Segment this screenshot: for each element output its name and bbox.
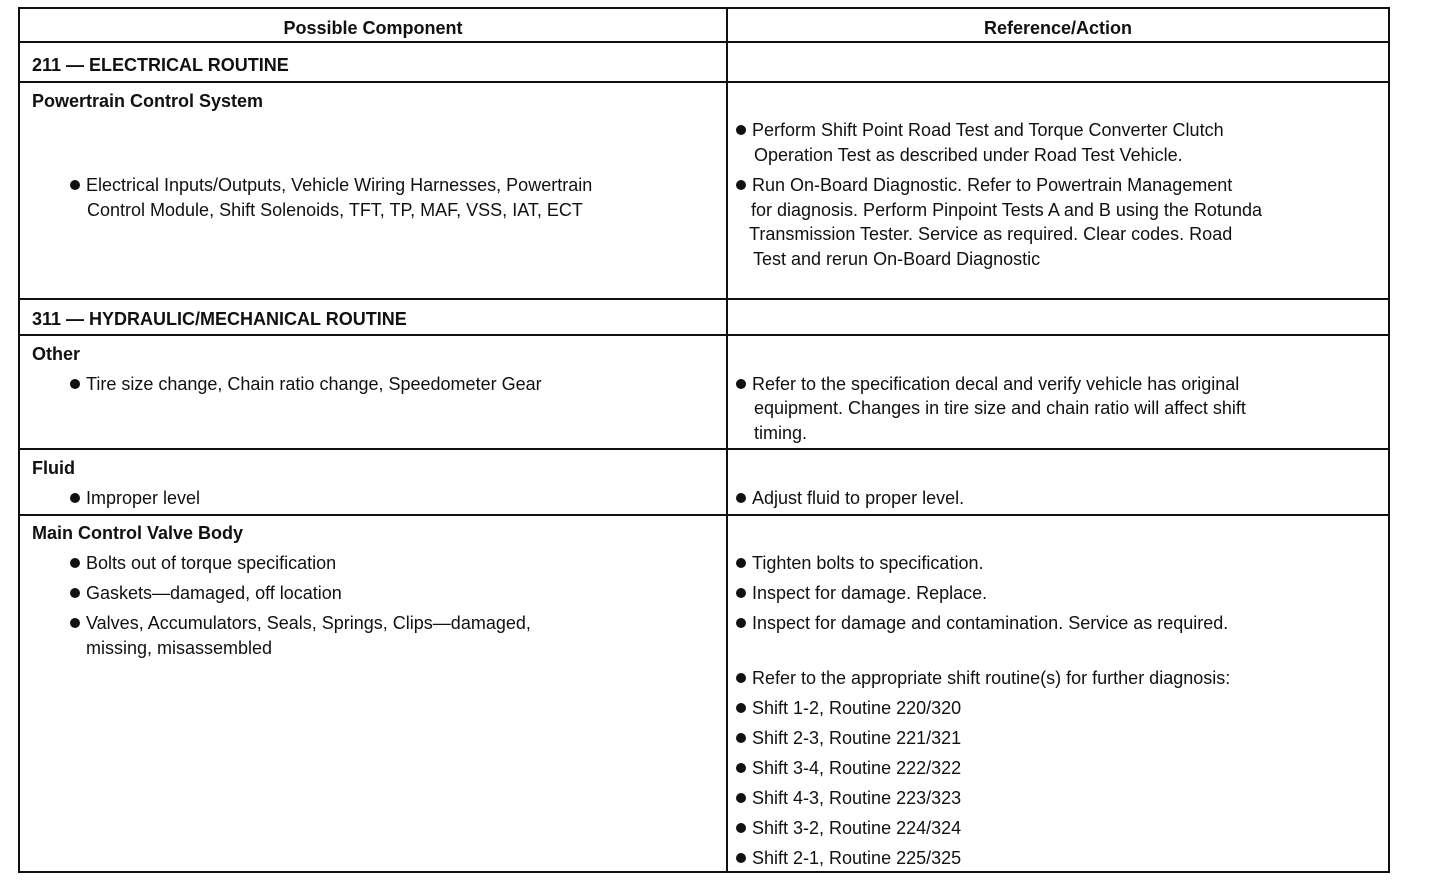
row-divider (20, 448, 1388, 450)
row-divider (20, 514, 1388, 516)
bullet-icon (736, 379, 746, 389)
action-text: Run On-Board Diagnostic. Refer to Powertrain Management (752, 175, 1233, 195)
action-inspect-replace (736, 581, 987, 606)
action-text-continued: Transmission Tester. Service as required. Clear codes. Road (749, 224, 1233, 244)
bullet-icon (70, 493, 80, 503)
action-text: Tighten bolts to specification. (752, 553, 984, 573)
action-adjust-fluid (736, 486, 964, 511)
routine-text: Shift 2-1, Routine 225/325 (752, 848, 962, 868)
component-text: Electrical Inputs/Outputs, Vehicle Wiring Harnesses, Powertrain (86, 175, 593, 195)
bullet-icon (736, 673, 746, 683)
action-text-continued: Test and rerun On-Board Diagnostic (753, 249, 1041, 269)
routine-item (736, 726, 961, 751)
component-electrical-io (70, 173, 592, 198)
action-text-continued: equipment. Changes in tire size and chain ratio will affect shift (754, 398, 1246, 418)
routine-text: Shift 3-2, Routine 224/324 (752, 818, 962, 838)
bullet-icon (736, 558, 746, 568)
component-improper-level (70, 486, 200, 511)
component-text: Valves, Accumulators, Seals, Springs, Clips—damaged, (86, 613, 531, 633)
action-text: Perform Shift Point Road Test and Torque Converter Clutch (752, 120, 1224, 140)
bullet-icon (736, 618, 746, 628)
row-divider (20, 334, 1388, 336)
bullet-icon (736, 588, 746, 598)
routine-item (736, 816, 961, 841)
row-divider (20, 298, 1388, 300)
group-other: Other (32, 344, 81, 364)
action-text: Refer to the appropriate shift routine(s) for further diagnosis: (752, 668, 1231, 688)
action-refer-shift-routines (736, 666, 1230, 691)
component-text-continued: missing, misassembled (86, 638, 273, 658)
routine-item (736, 786, 961, 811)
section-title-211: 211 — ELECTRICAL ROUTINE (32, 55, 289, 75)
bullet-icon (736, 733, 746, 743)
routine-item (736, 846, 961, 871)
component-gaskets (70, 581, 342, 606)
component-bolts (70, 551, 336, 576)
header-reference-action: Reference/Action (983, 18, 1133, 38)
diagnosis-table (18, 7, 1390, 873)
component-text: Gaskets—damaged, off location (86, 583, 342, 603)
header-divider (20, 41, 1388, 43)
action-run-diagnostic (736, 173, 1232, 198)
component-valves (70, 611, 531, 636)
routine-text: Shift 1-2, Routine 220/320 (752, 698, 962, 718)
routine-text: Shift 3-4, Routine 222/322 (752, 758, 962, 778)
bullet-icon (736, 125, 746, 135)
column-divider (726, 9, 728, 871)
component-text: Tire size change, Chain ratio change, Speedometer Gear (86, 374, 542, 394)
bullet-icon (736, 853, 746, 863)
group-main-control-valve-body: Main Control Valve Body (32, 523, 244, 543)
routine-item (736, 696, 961, 721)
action-text: Inspect for damage and contamination. Service as required. (752, 613, 1229, 633)
routine-text: Shift 2-3, Routine 221/321 (752, 728, 962, 748)
bullet-icon (736, 823, 746, 833)
bullet-icon (70, 588, 80, 598)
action-text-continued: Operation Test as described under Road Test Vehicle. (754, 145, 1183, 165)
bullet-icon (736, 180, 746, 190)
section-title-311: 311 — HYDRAULIC/MECHANICAL ROUTINE (32, 309, 407, 329)
bullet-icon (70, 379, 80, 389)
action-road-test (736, 118, 1224, 143)
bullet-icon (736, 763, 746, 773)
action-text: Refer to the specification decal and verify vehicle has original (752, 374, 1240, 394)
header-possible-component: Possible Component (283, 18, 463, 38)
component-tire-size (70, 372, 542, 397)
bullet-icon (736, 793, 746, 803)
group-powertrain-control-system: Powertrain Control System (32, 91, 264, 111)
component-text: Bolts out of torque specification (86, 553, 337, 573)
component-text: Improper level (86, 488, 201, 508)
action-inspect-contamination (736, 611, 1228, 636)
action-text-continued: timing. (754, 423, 808, 443)
action-tighten-bolts (736, 551, 983, 576)
row-divider (20, 81, 1388, 83)
action-specification-decal (736, 372, 1239, 397)
bullet-icon (70, 618, 80, 628)
routine-text: Shift 4-3, Routine 223/323 (752, 788, 962, 808)
bullet-icon (70, 180, 80, 190)
action-text-continued: for diagnosis. Perform Pinpoint Tests A and B using the Rotunda (751, 200, 1262, 220)
routine-item (736, 756, 961, 781)
bullet-icon (70, 558, 80, 568)
bullet-icon (736, 493, 746, 503)
action-text: Adjust fluid to proper level. (752, 488, 965, 508)
bullet-icon (736, 703, 746, 713)
action-text: Inspect for damage. Replace. (752, 583, 988, 603)
group-fluid: Fluid (32, 458, 75, 478)
component-text-continued: Control Module, Shift Solenoids, TFT, TP, MAF, VSS, IAT, ECT (87, 200, 583, 220)
